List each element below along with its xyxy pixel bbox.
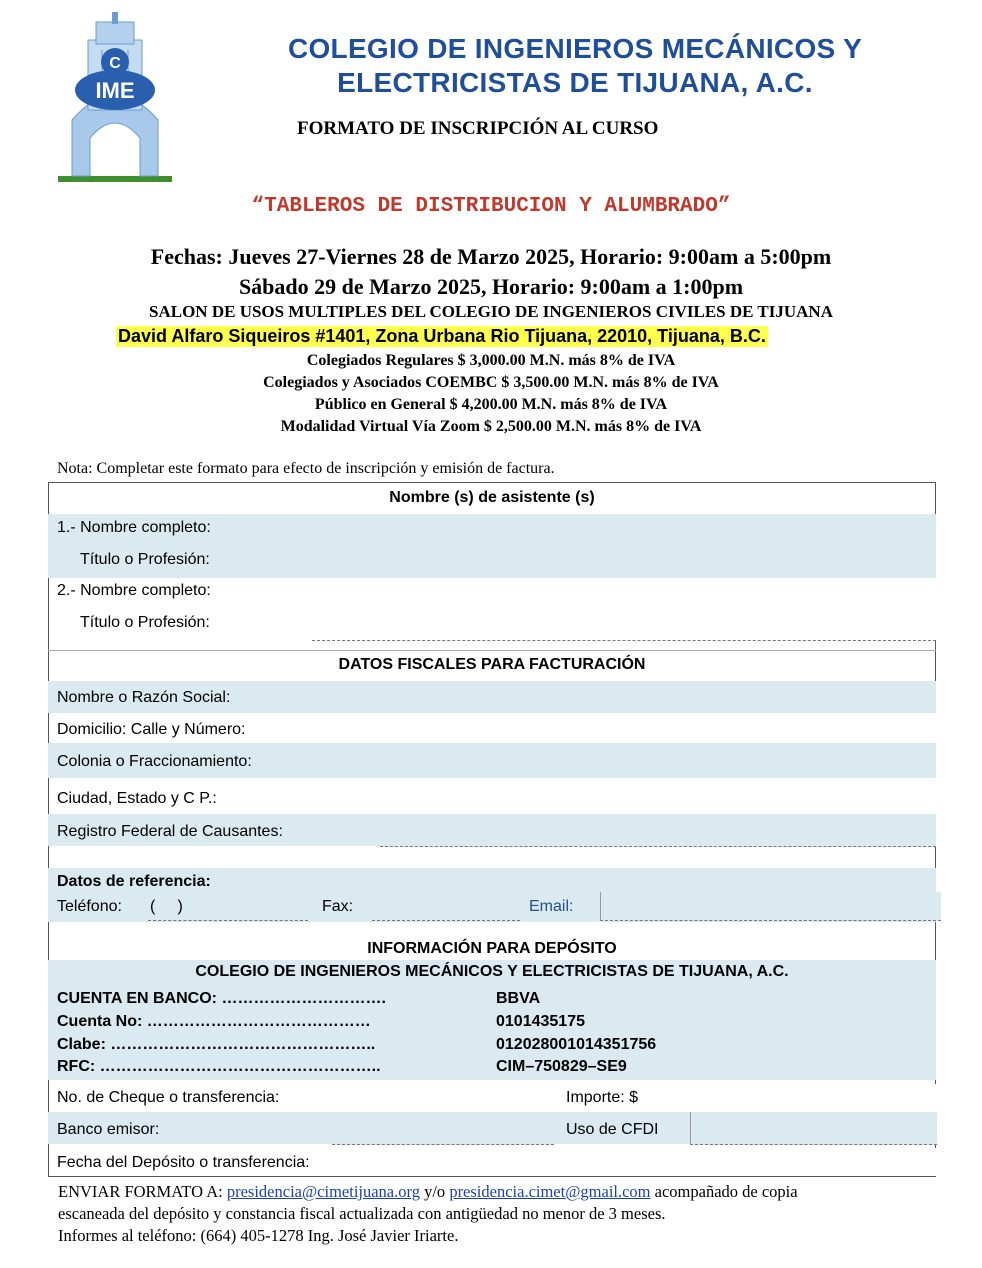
email-link-1[interactable]: presidencia@cimetijuana.org (226, 1182, 420, 1201)
banco-emisor-field[interactable] (332, 1112, 554, 1145)
footer-line2: escaneada del depósito y constancia fiscal actualizada con antigüedad no menor de 3 meses. (58, 1204, 666, 1223)
title2-label: Título o Profesión: (80, 614, 210, 631)
bank-value: BBVA (496, 990, 541, 1007)
svg-text:C: C (109, 55, 121, 72)
colonia-field[interactable] (380, 743, 936, 779)
cheque-label: No. de Cheque o transferencia: (57, 1089, 280, 1106)
reference-heading: Datos de referencia: (57, 873, 211, 890)
deposit-rfc-value: CIM–750829–SE9 (496, 1058, 627, 1075)
account-label: Cuenta No: …………………………………… (57, 1013, 371, 1030)
attendees-heading: Nombre (s) de asistente (s) (389, 489, 595, 506)
org-name-line2: ELECTRICISTAS DE TIJUANA, A.C. (337, 67, 813, 98)
clabe-label: Clabe: ………………………………………….. (57, 1036, 376, 1053)
course-dates-2: Sábado 29 de Marzo 2025, Horario: 9:00am a 1:00pm (238, 274, 744, 299)
cheque-field[interactable] (332, 1084, 554, 1113)
course-venue: SALON DE USOS MULTIPLES DEL COLEGIO DE INGENIEROS CIVILES DE TIJUANA (149, 302, 833, 321)
phone-label: Teléfono: (57, 898, 122, 915)
form-note: Nota: Completar este formato para efecto de inscripción y emisión de factura. (57, 460, 555, 477)
fax-field[interactable] (372, 894, 520, 921)
bank-label: CUENTA EN BANCO: …………………………. (57, 990, 386, 1007)
cfdi-label: Uso de CFDI (566, 1121, 659, 1138)
course-dates-1: Fechas: Jueves 27-Viernes 28 de Marzo 2025, Horario: 9:00am a 5:00pm (150, 244, 832, 269)
price-virtual: Modalidad Virtual Vía Zoom $ 2,500.00 M.N. más 8% de IVA (280, 418, 702, 435)
org-name-line1: COLEGIO DE INGENIEROS MECÁNICOS Y (287, 33, 863, 64)
ciudad-label: Ciudad, Estado y C P.: (57, 790, 217, 807)
footer-line3: Informes al teléfono: (664) 405-1278 Ing. José Javier Iriarte. (58, 1226, 459, 1245)
price-publico: Público en General $ 4,200.00 M.N. más 8% de IVA (314, 396, 668, 413)
name1-label: 1.- Nombre completo: (57, 519, 211, 536)
importe-label: Importe: $ (566, 1089, 639, 1106)
form-title: FORMATO DE INSCRIPCIÓN AL CURSO (297, 118, 659, 139)
cfdi-field[interactable] (690, 1112, 937, 1145)
title2-field[interactable] (312, 609, 936, 641)
ciudad-field[interactable] (380, 778, 936, 815)
svg-text:IME: IME (95, 78, 135, 103)
email-link-2[interactable]: presidencia.cimet@gmail.com (449, 1182, 651, 1201)
fecha-deposito-field[interactable] (332, 1148, 936, 1176)
account-value: 0101435175 (496, 1013, 585, 1030)
deposit-heading: INFORMACIÓN PARA DEPÓSITO (367, 940, 617, 957)
name2-label: 2.- Nombre completo: (57, 582, 211, 599)
course-title: “TABLEROS DE DISTRIBUCION Y ALUMBRADO” (251, 195, 731, 218)
rfc-label: Registro Federal de Causantes: (57, 823, 283, 840)
banco-emisor-label: Banco emisor: (57, 1121, 160, 1138)
course-address: David Alfaro Siqueiros #1401, Zona Urbana Rio Tijuana, 22010, Tijuana, B.C. (118, 326, 766, 346)
email-field[interactable] (600, 892, 941, 921)
cime-logo (58, 10, 172, 182)
deposit-rfc-label: RFC: …………………………………………….. (57, 1058, 381, 1075)
price-regulares: Colegiados Regulares $ 3,000.00 M.N. más 8% de IVA (306, 352, 676, 369)
razon-label: Nombre o Razón Social: (57, 689, 231, 706)
send-suffix: acompañado de copia (650, 1182, 798, 1201)
name2-field[interactable] (312, 578, 936, 610)
importe-field[interactable] (690, 1084, 936, 1113)
fax-label: Fax: (322, 898, 354, 915)
phone-field[interactable] (148, 894, 308, 921)
phone-area-code: ( ) (150, 898, 183, 915)
or-text: y/o (419, 1182, 450, 1201)
domicilio-field[interactable] (380, 713, 936, 744)
footer (58, 1181, 948, 1247)
colonia-label: Colonia o Fraccionamiento: (57, 753, 252, 770)
fiscal-heading: DATOS FISCALES PARA FACTURACIÓN (338, 656, 646, 673)
rfc-field[interactable] (380, 814, 936, 847)
title1-field[interactable] (312, 546, 936, 579)
name1-field[interactable] (312, 514, 936, 547)
price-coembc: Colegiados y Asociados COEMBC $ 3,500.00 M.N. más 8% de IVA (263, 374, 719, 391)
clabe-value: 012028001014351756 (496, 1036, 657, 1053)
email-label: Email: (529, 898, 574, 915)
razon-field[interactable] (380, 681, 936, 714)
send-prefix: ENVIAR FORMATO A: (58, 1182, 227, 1201)
title1-label: Título o Profesión: (80, 551, 210, 568)
fecha-deposito-label: Fecha del Depósito o transferencia: (57, 1154, 310, 1171)
deposit-org: COLEGIO DE INGENIEROS MECÁNICOS Y ELECTRICISTAS DE TIJUANA, A.C. (195, 963, 789, 980)
domicilio-label: Domicilio: Calle y Número: (57, 721, 246, 738)
